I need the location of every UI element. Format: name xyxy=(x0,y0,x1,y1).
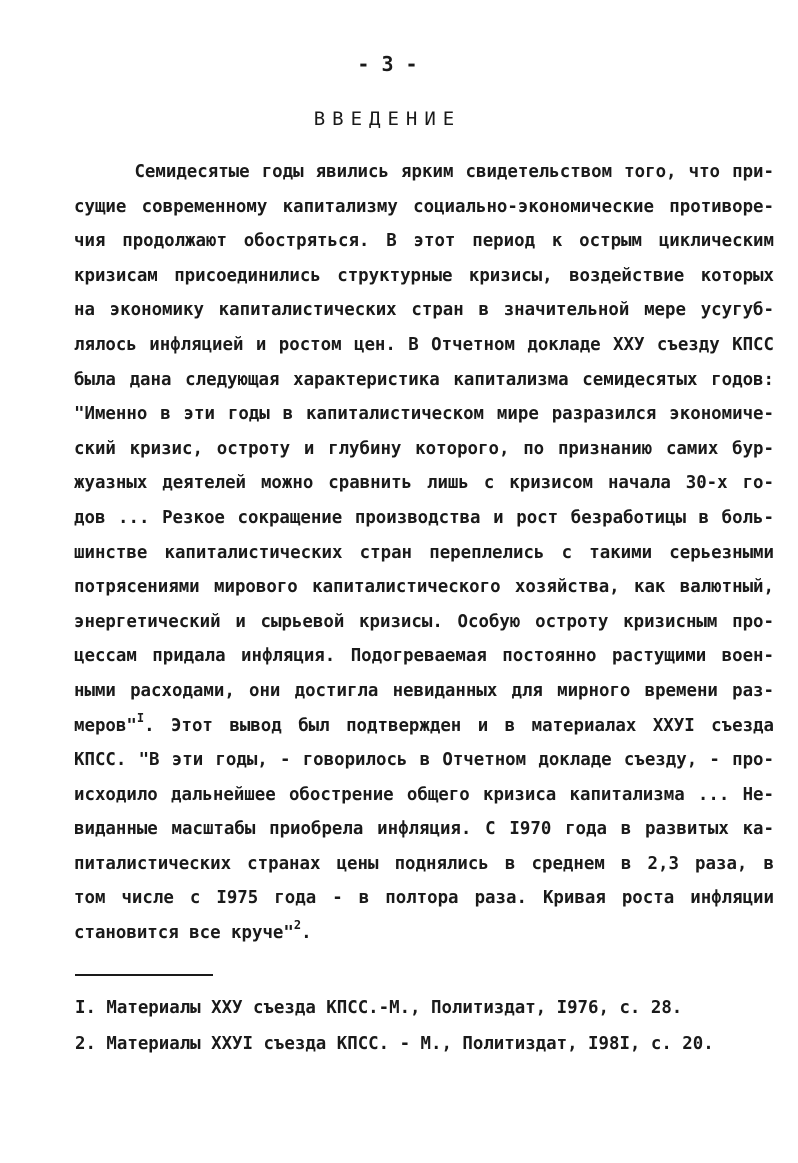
text-after-note: . xyxy=(301,923,312,944)
body-line: жуазных деятелей можно сравнить лишь с кризисом начала 30-х го- xyxy=(74,473,774,494)
footnote-separator xyxy=(75,974,213,976)
footnote-ref-1: I xyxy=(136,710,145,725)
body-line: кризисам присоединились структурные кризисы, воздействие которых xyxy=(74,265,774,286)
text-after-note: . Этот вывод был подтвержден и в материалах ХХУI съезда xyxy=(144,715,774,736)
body-line: КПСС. "В эти годы, - говорилось в Отчетном докладе съезду, - про- xyxy=(74,750,774,771)
body-line-note-2 xyxy=(74,916,774,951)
body-line: том числе с I975 года - в полтора раза. Кривая роста инфляции xyxy=(74,888,774,909)
body-line: "Именно в эти годы в капиталистическом мире разразился экономиче- xyxy=(74,404,774,425)
text-before-note: меров" xyxy=(74,715,137,736)
text-before-note: становится все круче" xyxy=(74,923,294,944)
body-line-note-1 xyxy=(74,709,774,744)
body-line: цессам придала инфляция. Подогреваемая постоянно растущими воен- xyxy=(74,646,774,667)
footnote-ref-2: 2 xyxy=(293,918,302,933)
body-line: была дана следующая характеристика капитализма семидесятых годов: xyxy=(74,369,774,390)
footnote-2: 2. Материалы ХХУI съезда КПСС. - М., Политиздат, I98I, с. 20. xyxy=(75,1034,714,1054)
page-number: - 3 - xyxy=(357,52,418,76)
body-line: исходило дальнейшее обострение общего кризиса капитализма ... Не- xyxy=(74,784,774,805)
body-line: ский кризис, остроту и глубину которого, по признанию самих бур- xyxy=(74,438,774,459)
footnote-1: I. Материалы ХХУ съезда КПСС.-М., Политиздат, I976, с. 28. xyxy=(75,998,683,1018)
body-line: на экономику капиталистических стран в значительной мере усугуб- xyxy=(74,300,774,321)
body-line: чия продолжают обостряться. В этот период к острым циклическим xyxy=(74,231,774,252)
body-line: энергетический и сырьевой кризисы. Особую остроту кризисным про- xyxy=(74,611,774,632)
body-line: шинстве капиталистических стран переплелись с такими серьезными xyxy=(74,542,774,563)
section-heading: ВВЕДЕНИЕ xyxy=(313,108,462,130)
footnotes xyxy=(75,990,775,1062)
body-text xyxy=(74,155,774,951)
body-line: Семидесятые годы явились ярким свидетельством того, что при- xyxy=(74,162,774,182)
body-line: виданные масштабы приобрела инфляция. С I970 года в развитых ка- xyxy=(74,819,774,840)
body-line: потрясениями мирового капиталистического хозяйства, как валютный, xyxy=(74,577,774,598)
body-line: сущие современному капитализму социально-экономические противоре- xyxy=(74,196,774,217)
body-line: ными расходами, они достигла невиданных для мирного времени раз- xyxy=(74,680,774,701)
body-line: лялось инфляцией и ростом цен. В Отчетном докладе ХХУ съезду КПСС xyxy=(74,334,774,355)
body-line: дов ... Резкое сокращение производства и рост безработицы в боль- xyxy=(74,507,774,528)
body-line: питалистических странах цены поднялись в среднем в 2,3 раза, в xyxy=(74,853,774,874)
